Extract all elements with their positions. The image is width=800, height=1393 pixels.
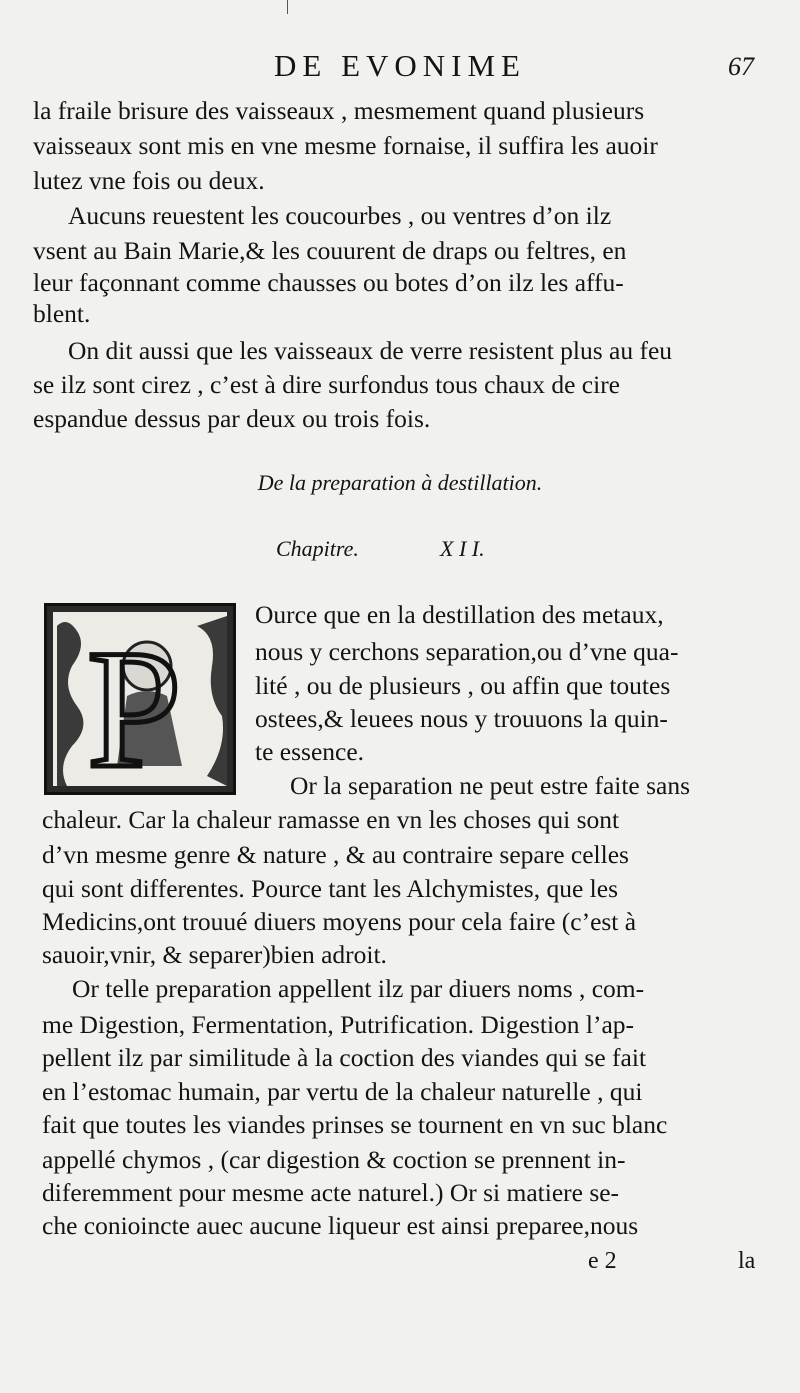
text-line: Ource que en la destillation des metaux, <box>255 600 664 629</box>
text-line: espandue dessus par deux ou trois fois. <box>33 404 431 433</box>
woodcut-initial-image <box>47 606 233 792</box>
text-line: appellé chymos , (car digestion & coction se prennent in- <box>42 1145 626 1174</box>
page-header <box>40 48 760 88</box>
text-line: Medicins,ont trouué diuers moyens pour cela faire (c’est à <box>42 907 637 936</box>
text-line: ostees,& leuees nous y trouuons la quin- <box>255 704 668 733</box>
text-line: Or la separation ne peut estre faite sans <box>290 771 691 800</box>
text-line: lité , ou de plusieurs , ou affin que toutes <box>255 671 671 700</box>
dropcap-letter: P <box>87 615 182 792</box>
text-line: lutez vne fois ou deux. <box>33 166 265 195</box>
text-line: vsent au Bain Marie,& les couurent de draps ou feltres, en <box>33 236 627 265</box>
text-line: me Digestion, Fermentation, Putrification. Digestion l’ap- <box>42 1010 635 1039</box>
text-line: che conioincte auec aucune liqueur est ainsi preparee,nous <box>42 1211 639 1240</box>
chapter-label: Chapitre. <box>276 536 359 561</box>
text-line: blent. <box>33 299 91 328</box>
signature-mark: e 2 <box>588 1248 617 1274</box>
text-line: Or telle preparation appellent ilz par diuers noms , com- <box>72 974 645 1003</box>
section-title: De la preparation à destillation. <box>257 470 543 495</box>
chapter-number: X I I. <box>440 536 485 561</box>
gutter-mark <box>287 0 288 14</box>
text-line: se ilz sont cirez , c’est à dire surfondus tous chaux de cire <box>33 370 620 399</box>
text-line: qui sont differentes. Pource tant les Alchymistes, que les <box>42 874 619 903</box>
woodcut-initial-p <box>44 603 236 795</box>
text-line: Aucuns reuestent les coucourbes , ou ventres d’on ilz <box>68 201 612 230</box>
catchword: la <box>738 1248 756 1274</box>
page-number: 67 <box>728 52 754 81</box>
text-line: sauoir,vnir, & separer)bien adroit. <box>42 940 387 969</box>
text-line: nous y cerchons separation,ou d’vne qua- <box>255 637 679 666</box>
text-line: chaleur. Car la chaleur ramasse en vn les choses qui sont <box>42 805 620 834</box>
text-line: diferemment pour mesme acte naturel.) Or si matiere se- <box>42 1178 620 1207</box>
text-line: pellent ilz par similitude à la coction des viandes qui se fait <box>42 1043 647 1072</box>
text-line: On dit aussi que les vaisseaux de verre resistent plus au feu <box>68 336 673 365</box>
text-line: te essence. <box>255 737 365 766</box>
text-line: fait que toutes les viandes prinses se tournent en vn suc blanc <box>42 1110 668 1139</box>
text-line: d’vn mesme genre & nature , & au contraire separe celles <box>42 840 629 869</box>
running-title: DE EVONIME <box>274 48 526 83</box>
text-line: la fraile brisure des vaisseaux , mesmement quand plusieurs <box>33 96 645 125</box>
text-line: leur façonnant comme chausses ou botes d’on ilz les affu- <box>33 268 624 297</box>
text-line: vaisseaux sont mis en vne mesme fornaise, il suffira les auoir <box>33 131 658 160</box>
text-line: en l’estomac humain, par vertu de la chaleur naturelle , qui <box>42 1077 643 1106</box>
